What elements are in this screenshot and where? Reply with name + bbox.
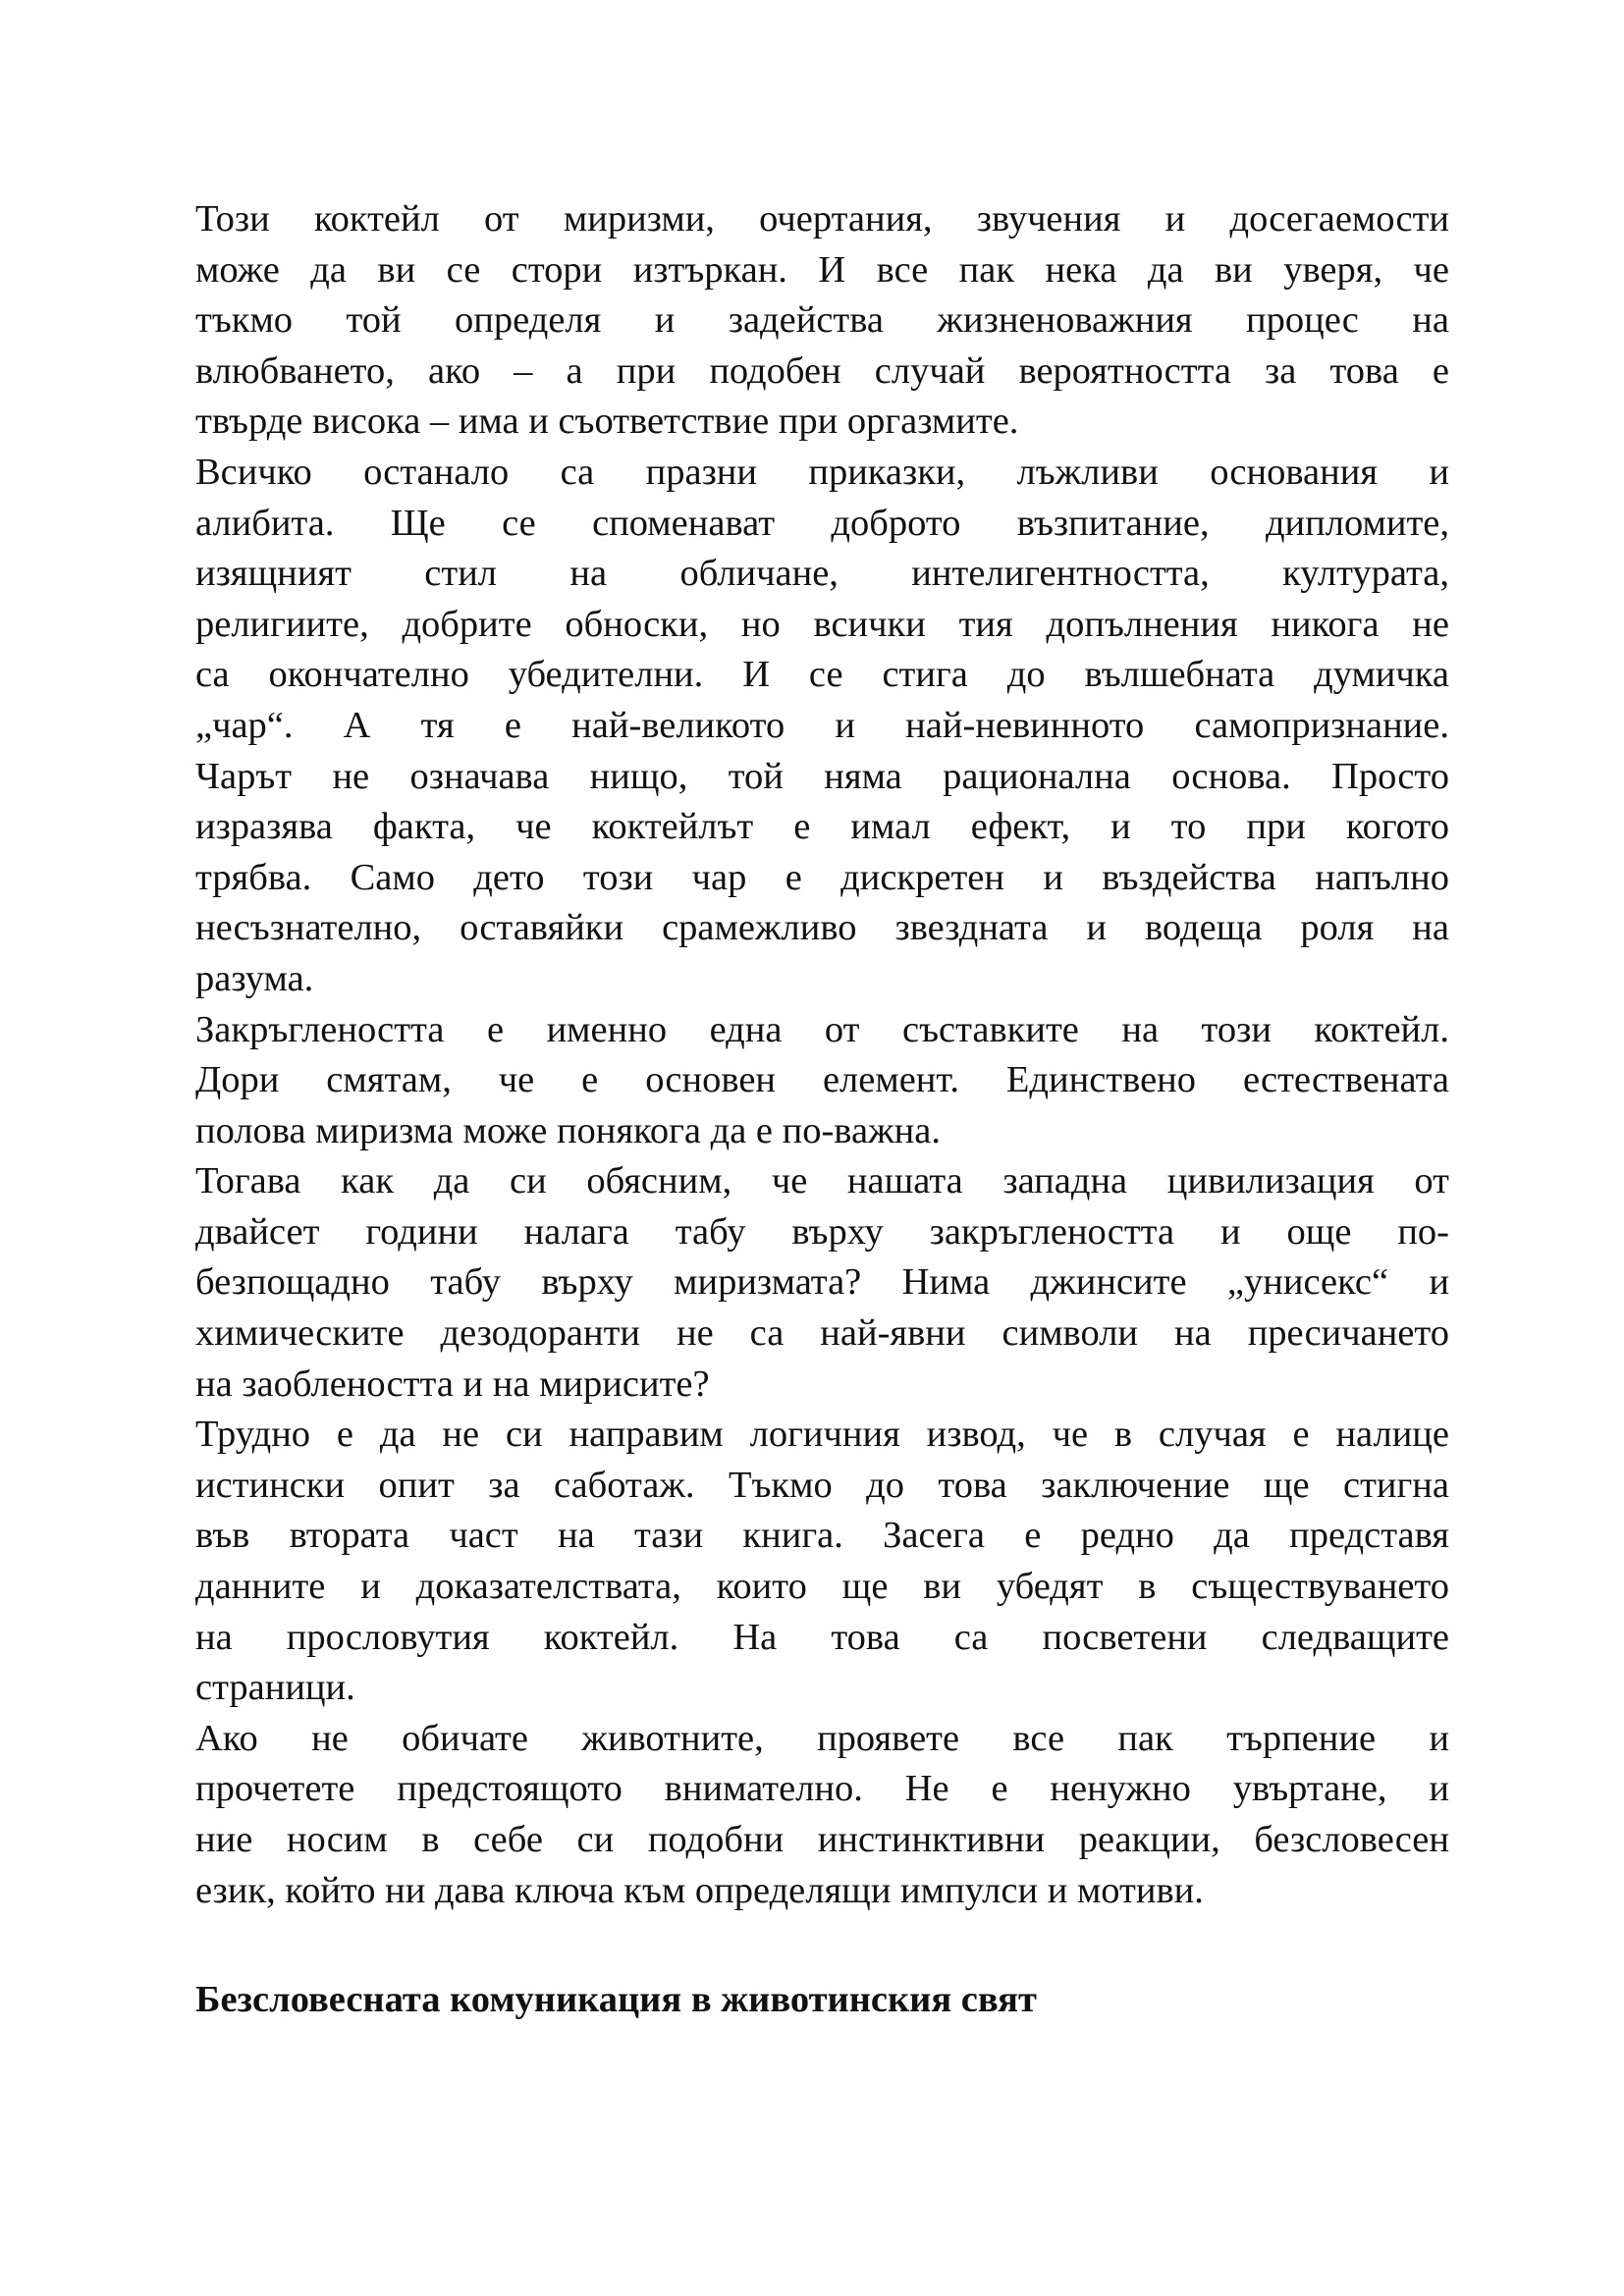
text-line: прочетете предстоящото внимателно. Не е ненужно увъртане, и: [195, 1768, 1449, 1810]
text-line: тъкмо той определя и задейства жизненоважния процес на: [195, 299, 1449, 342]
text-line: двайсет години налага табу върху закръглеността и още по-: [195, 1210, 1449, 1253]
text-line: Дори смятам, че е основен елемент. Единствено естествената: [195, 1059, 1449, 1101]
text-line: трябва. Само дето този чар е дискретен и въздейства напълно: [195, 856, 1449, 898]
section-heading: Безсловесната комуникация в животинския свят: [195, 1979, 1037, 2020]
text-line: може да ви се стори изтъркан. И все пак нека да ви уверя, че: [195, 248, 1449, 291]
text-line: страници.: [195, 1667, 355, 1709]
text-line: алибита. Ще се споменават доброто възпитание, дипломите,: [195, 502, 1449, 544]
paragraph: [195, 1156, 1449, 1410]
text-line: език, който ни дава ключа към определящи импулси и мотиви.: [195, 1869, 1204, 1911]
paragraph: [195, 1714, 1449, 1916]
text-line: във втората част на тази книга. Засега е редно да представя: [195, 1515, 1449, 1557]
text-line: Този коктейл от миризми, очертания, звучения и досегаемости: [195, 198, 1449, 240]
text-line: химическите дезодоранти не са най-явни символи на пресичането: [195, 1312, 1449, 1355]
paragraph: [195, 448, 1449, 1005]
text-line: истински опит за саботаж. Тъкмо до това заключение ще стигна: [195, 1464, 1449, 1506]
text-line: на заоблеността и на мирисите?: [195, 1362, 710, 1405]
text-line: религиите, добрите обноски, но всички тия допълнения никога не: [195, 603, 1449, 645]
text-line: Всичко останало са празни приказки, лъжливи основания и: [195, 451, 1449, 493]
text-line: Ако не обичате животните, проявете все пак търпение и: [195, 1717, 1449, 1759]
text-line: Трудно е да не си направим логичния извод, че в случая е налице: [195, 1414, 1449, 1456]
text-line: влюбването, ако – а при подобен случай вероятността за това е: [195, 349, 1449, 392]
paragraph: [195, 1410, 1449, 1714]
body-text: [195, 194, 1449, 1916]
text-line: Тогава как да си обясним, че нашата западна цивилизация от: [195, 1160, 1449, 1202]
text-line: данните и доказателствата, които ще ви убедят в съществуването: [195, 1566, 1449, 1608]
text-line: Закръглеността е именно една от съставките на този коктейл.: [195, 1008, 1449, 1050]
paragraph: [195, 194, 1449, 448]
text-line: „чар“. А тя е най-великото и най-невинното самопризнание.: [195, 704, 1449, 746]
text-line: Чарът не означава нищо, той няма рационална основа. Просто: [195, 755, 1449, 797]
text-line: полова миризма може понякога да е по-важна.: [195, 1109, 941, 1151]
text-line: безпощадно табу върху миризмата? Нима джинсите „унисекс“ и: [195, 1261, 1449, 1304]
text-line: са окончателно убедителни. И се стига до вълшебната думичка: [195, 654, 1449, 696]
text-line: разума.: [195, 957, 314, 999]
text-line: ние носим в себе си подобни инстинктивни реакции, безсловесен: [195, 1819, 1449, 1860]
text-line: несъзнателно, оставяйки срамежливо звездната и водеща роля на: [195, 907, 1449, 949]
paragraph: [195, 1005, 1449, 1157]
text-line: твърде висока – има и съответствие при оргазмите.: [195, 400, 1019, 443]
text-line: изящният стил на обличане, интелигентността, културата,: [195, 553, 1449, 595]
text-line: на прословутия коктейл. На това са посветени следващите: [195, 1616, 1449, 1658]
text-line: изразява факта, че коктейлът е имал ефект, и то при когото: [195, 806, 1449, 848]
